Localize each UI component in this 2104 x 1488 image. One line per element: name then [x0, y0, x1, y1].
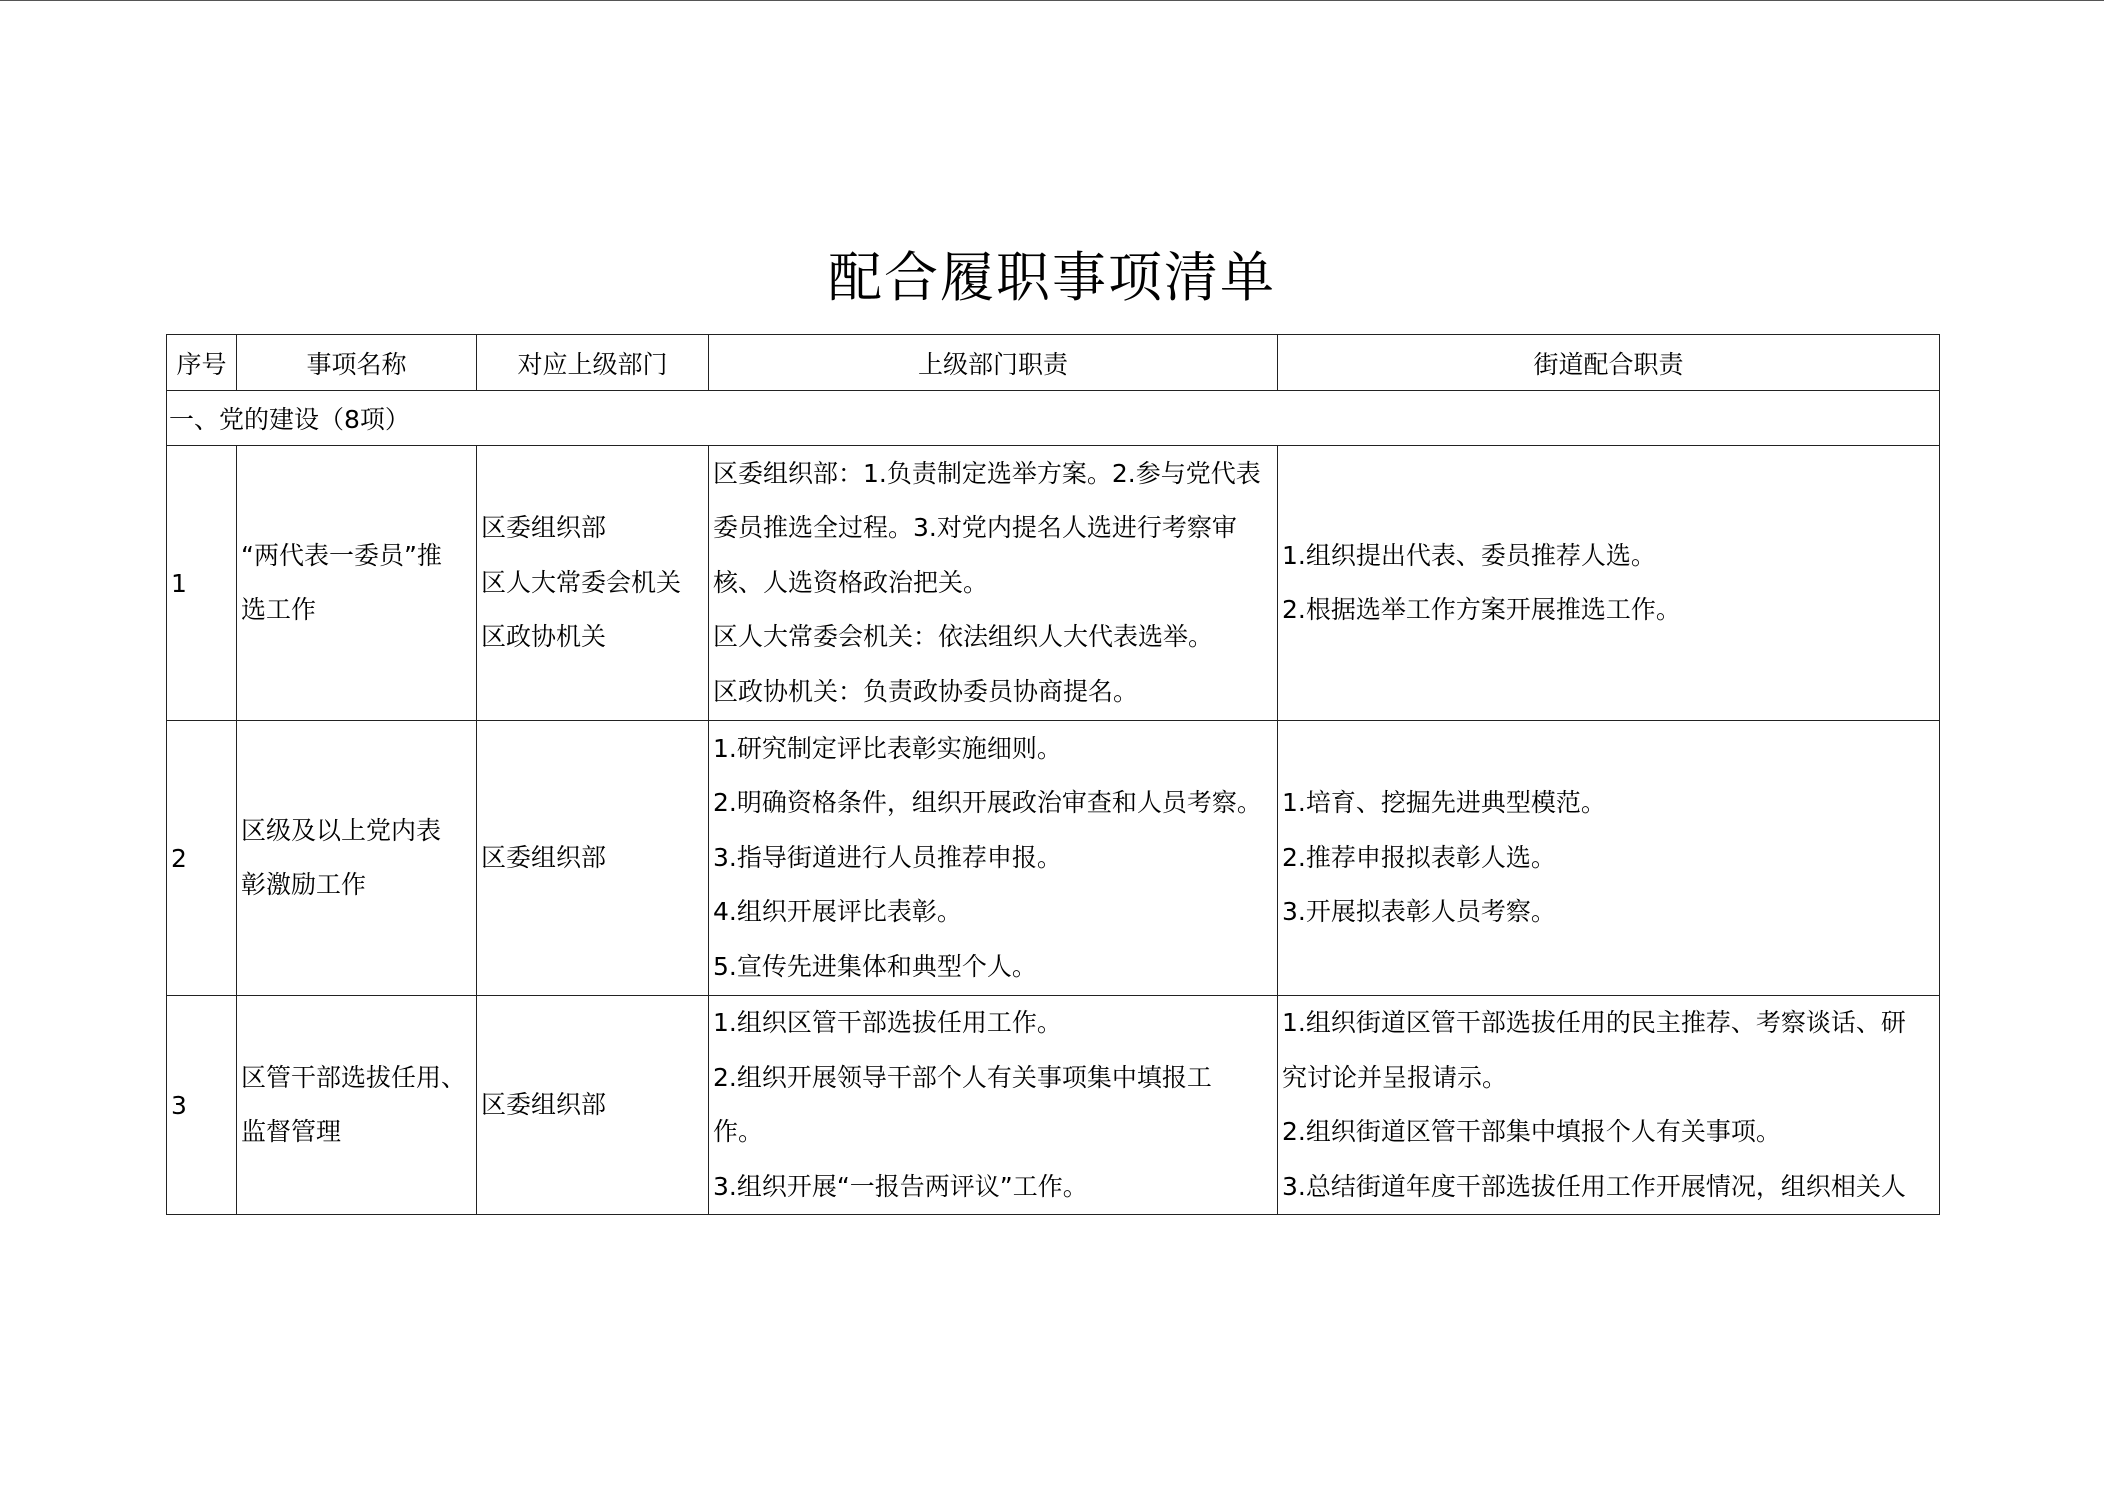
- row-superior-dept: [477, 721, 709, 996]
- duty-line: 4.组织开展评比表彰。: [713, 897, 962, 927]
- duty-list-table: [166, 334, 1940, 1215]
- street-duty-line: 3.总结街道年度干部选拔任用工作开展情况，组织相关人: [1282, 1171, 1906, 1201]
- duty-line: 3.组织开展“一报告两评议”工作。: [713, 1171, 1088, 1201]
- row-street-duties: [1278, 446, 1940, 721]
- street-duty-line: 2.推荐申报拟表彰人选。: [1282, 842, 1556, 872]
- duty-line: 1.研究制定评比表彰实施细则。: [713, 733, 1062, 763]
- dept-line: 区委组织部: [481, 513, 607, 543]
- item-name-line: 彰激励工作: [241, 870, 367, 899]
- duty-line: 3.指导街道进行人员推荐申报。: [713, 842, 1062, 872]
- duty-line: 区委组织部：1.负责制定选举方案。2.参与党代表: [713, 458, 1261, 488]
- row-item-name: [237, 996, 477, 1215]
- row-superior-duties: [709, 996, 1278, 1215]
- row-street-duties: [1278, 721, 1940, 996]
- column-header-item-name: 事项名称: [237, 335, 477, 391]
- duty-line: 核、人选资格政治把关。: [713, 567, 989, 597]
- duty-line: 5.宣传先进集体和典型个人。: [713, 951, 1037, 981]
- duty-line: 2.组织开展领导干部个人有关事项集中填报工: [713, 1062, 1212, 1092]
- column-header-superior-duties: 上级部门职责: [709, 335, 1278, 391]
- row-seq: 3: [167, 996, 237, 1215]
- row-item-name: [237, 721, 477, 996]
- street-duty-line: 2.根据选举工作方案开展推选工作。: [1282, 595, 1681, 624]
- table-header-row: [167, 335, 1940, 391]
- dept-line: 区委组织部: [481, 1089, 607, 1119]
- row-superior-duties: [709, 721, 1278, 996]
- dept-line: 区人大常委会机关: [481, 567, 682, 597]
- duty-line: 作。: [713, 1117, 764, 1146]
- street-duty-line: 究讨论并呈报请示。: [1282, 1062, 1508, 1092]
- duty-line: 2.明确资格条件，组织开展政治审查和人员考察。: [713, 788, 1262, 818]
- dept-line: 区政协机关: [481, 622, 607, 652]
- item-name-line: 区级及以上党内表: [241, 815, 442, 845]
- row-street-duties: [1278, 996, 1940, 1215]
- table-row: [167, 721, 1940, 996]
- row-seq: 1: [167, 446, 237, 721]
- item-name-line: 监督管理: [241, 1117, 342, 1146]
- page-top-border: [0, 0, 2104, 1]
- street-duty-line: 1.组织街道区管干部选拔任用的民主推荐、考察谈话、研: [1282, 1008, 1906, 1037]
- section-row: [167, 391, 1940, 446]
- item-name-line: 选工作: [241, 595, 317, 624]
- column-header-superior-dept: 对应上级部门: [477, 335, 709, 391]
- section-heading: 一、党的建设（8项）: [167, 391, 1940, 446]
- duty-line: 区政协机关：负责政协委员协商提名。: [713, 676, 1139, 706]
- item-name-line: 区管干部选拔任用、: [241, 1062, 467, 1092]
- duty-line: 区人大常委会机关：依法组织人大代表选举。: [713, 622, 1214, 652]
- document-title: 配合履职事项清单: [828, 246, 1276, 309]
- street-duty-line: 2.组织街道区管干部集中填报个人有关事项。: [1282, 1117, 1781, 1146]
- street-duty-line: 1.培育、挖掘先进典型模范。: [1282, 788, 1606, 818]
- row-superior-duties: [709, 446, 1278, 721]
- table-row: [167, 446, 1940, 721]
- column-header-street-duties: 街道配合职责: [1278, 335, 1940, 391]
- table-row: [167, 996, 1940, 1215]
- row-superior-dept: [477, 446, 709, 721]
- row-seq: 2: [167, 721, 237, 996]
- column-header-seq: 序号: [167, 335, 237, 391]
- duty-line: 1.组织区管干部选拔任用工作。: [713, 1008, 1062, 1037]
- street-duty-line: 3.开展拟表彰人员考察。: [1282, 897, 1556, 927]
- street-duty-line: 1.组织提出代表、委员推荐人选。: [1282, 540, 1656, 570]
- row-superior-dept: [477, 996, 709, 1215]
- duty-line: 委员推选全过程。3.对党内提名人选进行考察审: [713, 513, 1237, 543]
- dept-line: 区委组织部: [481, 842, 607, 872]
- row-item-name: [237, 446, 477, 721]
- item-name-line: “两代表一委员”推: [241, 540, 442, 570]
